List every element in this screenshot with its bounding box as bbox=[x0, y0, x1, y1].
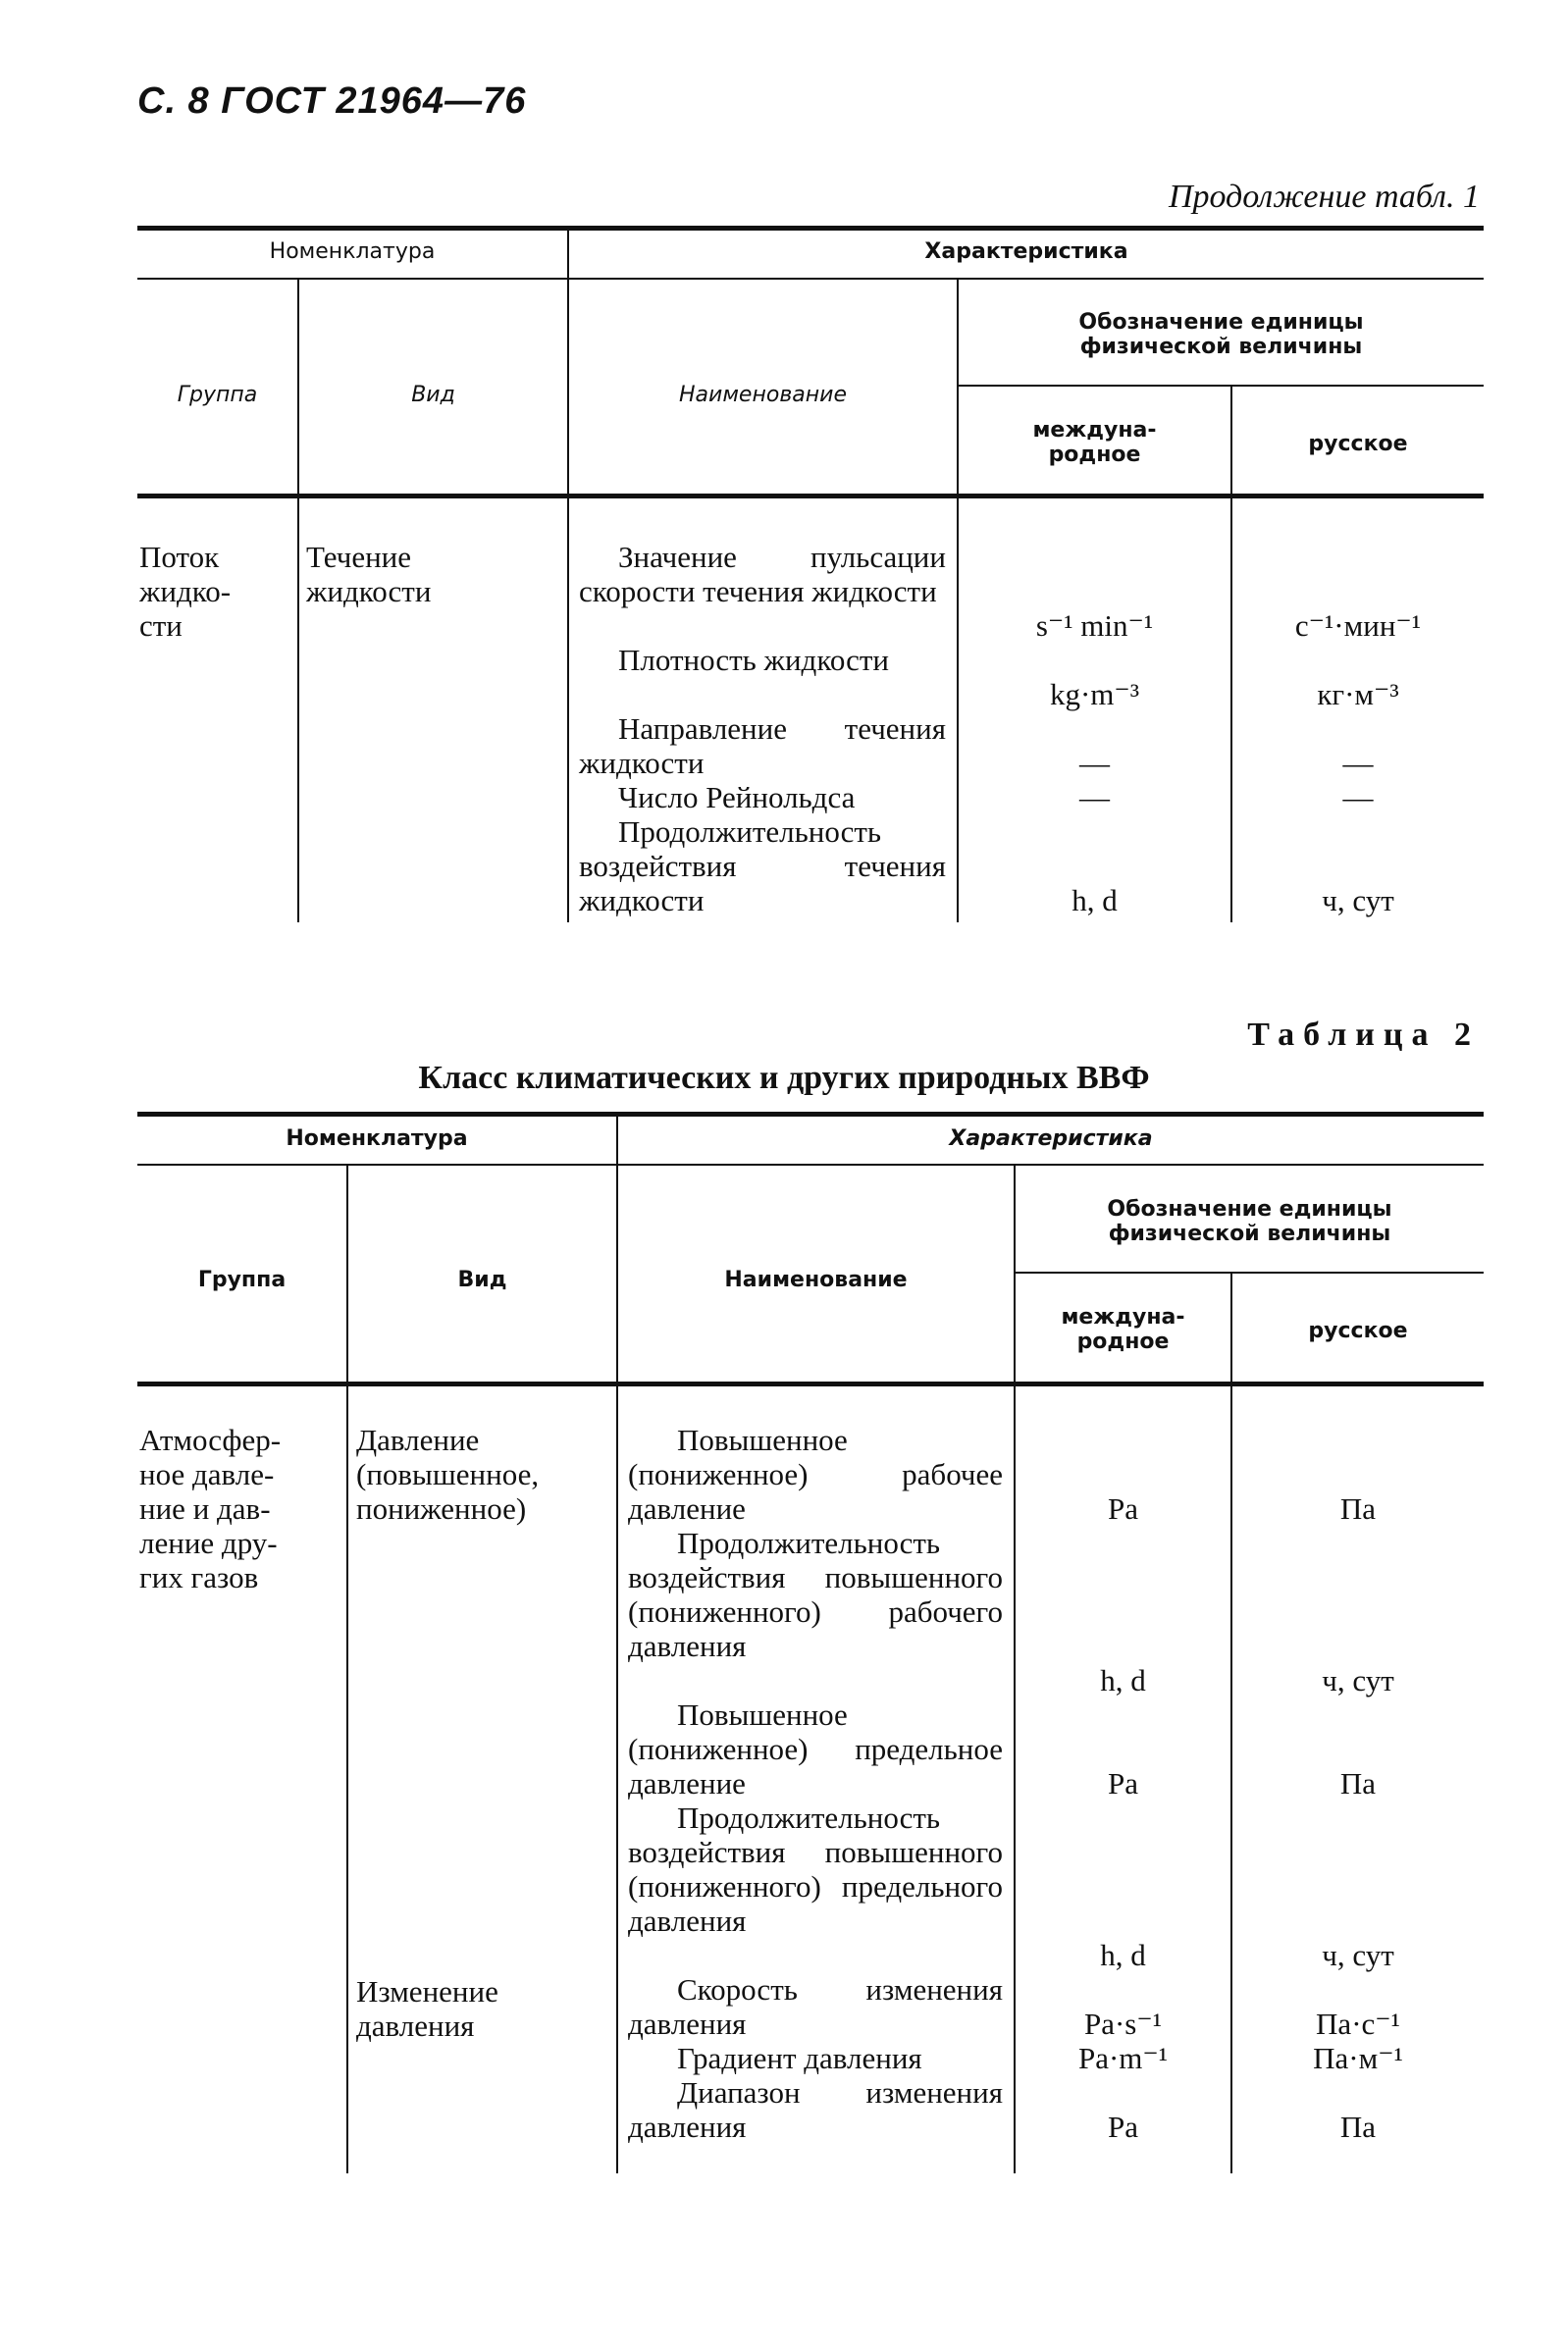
unit-russian: кг·м⁻³ bbox=[1317, 677, 1399, 711]
kind-cell: Изменение давления bbox=[356, 1974, 498, 2043]
table-row-name: Число Рейнольдса bbox=[618, 780, 856, 814]
table-rule bbox=[137, 1164, 1484, 1166]
unit-russian: Па·м⁻¹ bbox=[1313, 2041, 1403, 2075]
table-rule bbox=[137, 1382, 1484, 1386]
table-row-name: Повышенное (пониженное) рабочее давление bbox=[628, 1423, 1003, 1526]
unit-international: Pa·m⁻¹ bbox=[1077, 2041, 1169, 2075]
table-row-name: Продолжительность воздействия повышенного (пониженного) предельного давления bbox=[628, 1801, 1003, 1938]
unit-international: kg·m⁻³ bbox=[1049, 677, 1140, 711]
table-rule bbox=[1014, 1272, 1484, 1274]
header-nomenclature: Номенклатура bbox=[269, 239, 436, 264]
table-rule bbox=[137, 278, 1484, 280]
unit-international: Pa·s⁻¹ bbox=[1083, 2007, 1163, 2041]
group-cell: Поток жидко- сти bbox=[139, 540, 232, 643]
unit-international: — bbox=[1079, 780, 1110, 814]
unit-international: h, d bbox=[1100, 1938, 1146, 1972]
header-group: Группа bbox=[177, 383, 258, 407]
column-divider bbox=[1230, 385, 1232, 922]
header-kind: Вид bbox=[457, 1268, 507, 1292]
table-row-name: Плотность жидкости bbox=[618, 643, 889, 677]
unit-russian: Па bbox=[1339, 1491, 1377, 1526]
unit-russian: с⁻¹·мин⁻¹ bbox=[1294, 608, 1422, 643]
kind-cell: Течение жидкости bbox=[306, 540, 432, 608]
header-group: Группа bbox=[197, 1268, 287, 1292]
unit-international: s⁻¹ min⁻¹ bbox=[1035, 608, 1154, 643]
table-row-name: Продолжительность воздействия течения жидкости bbox=[579, 814, 946, 917]
header-designation: Обозначение единицы физической величины bbox=[1107, 1197, 1392, 1247]
column-divider bbox=[346, 1164, 348, 2173]
table-rule bbox=[137, 226, 1484, 231]
column-divider bbox=[957, 278, 959, 922]
table-row-name: Значение пульсации скорости течения жидкости bbox=[579, 540, 946, 608]
unit-russian: — bbox=[1342, 746, 1374, 780]
unit-russian: ч, сут bbox=[1322, 1663, 1394, 1697]
unit-international: Pa bbox=[1108, 2110, 1138, 2144]
header-russian: русское bbox=[1308, 432, 1408, 456]
header-nomenclature: Номенклатура bbox=[286, 1126, 468, 1151]
header-kind: Вид bbox=[411, 383, 455, 407]
unit-russian: ч, сут bbox=[1322, 883, 1394, 917]
header-name: Наименование bbox=[724, 1268, 908, 1292]
unit-international: Pa bbox=[1108, 1491, 1138, 1526]
header-characteristic: Характеристика bbox=[949, 1126, 1153, 1151]
column-divider bbox=[567, 228, 569, 922]
table-row-name: Направление течения жидкости bbox=[579, 711, 946, 780]
table-row-name: Повышенное (пониженное) предельное давление bbox=[628, 1697, 1003, 1801]
table-row-name: Продолжительность воздействия повышенного (пониженного) рабочего давления bbox=[628, 1526, 1003, 1663]
unit-russian: — bbox=[1342, 780, 1374, 814]
header-russian: русское bbox=[1308, 1319, 1408, 1343]
unit-international: h, d bbox=[1071, 883, 1118, 917]
unit-russian: Па bbox=[1339, 1766, 1377, 1801]
table-rule bbox=[137, 494, 1484, 498]
table-2-label: Таблица 2 bbox=[1247, 1017, 1480, 1053]
kind-cell: Давление (повышенное, пониженное) bbox=[356, 1423, 540, 1526]
header-characteristic: Характеристика bbox=[924, 239, 1128, 264]
table-row-name: Диапазон изменения давления bbox=[628, 2075, 1003, 2144]
column-divider bbox=[297, 278, 299, 922]
header-designation: Обозначение единицы физической величины bbox=[1078, 310, 1364, 360]
header-international: междуна- родное bbox=[1032, 418, 1157, 468]
table-continuation-label: Продолжение табл. 1 bbox=[1168, 179, 1480, 215]
group-cell: Атмосфер- ное давле- ние и дав- ление дру- гих газов bbox=[139, 1423, 282, 1594]
header-name: Наименование bbox=[679, 383, 847, 407]
unit-international: Pa bbox=[1108, 1766, 1138, 1801]
table-rule bbox=[957, 385, 1484, 387]
unit-russian: Па·с⁻¹ bbox=[1316, 2007, 1400, 2041]
table-row-name: Градиент давления bbox=[677, 2041, 922, 2075]
table-row-name: Скорость изменения давления bbox=[628, 1972, 1003, 2041]
header-international: междуна- родное bbox=[1061, 1305, 1185, 1355]
unit-russian: ч, сут bbox=[1322, 1938, 1394, 1972]
unit-international: h, d bbox=[1100, 1663, 1146, 1697]
table-2-title: Класс климатических и других природных ВВФ bbox=[418, 1060, 1150, 1096]
page-header: С. 8 ГОСТ 21964—76 bbox=[137, 80, 527, 122]
unit-international: — bbox=[1079, 746, 1110, 780]
table-rule bbox=[137, 1112, 1484, 1117]
unit-russian: Па bbox=[1339, 2110, 1377, 2144]
